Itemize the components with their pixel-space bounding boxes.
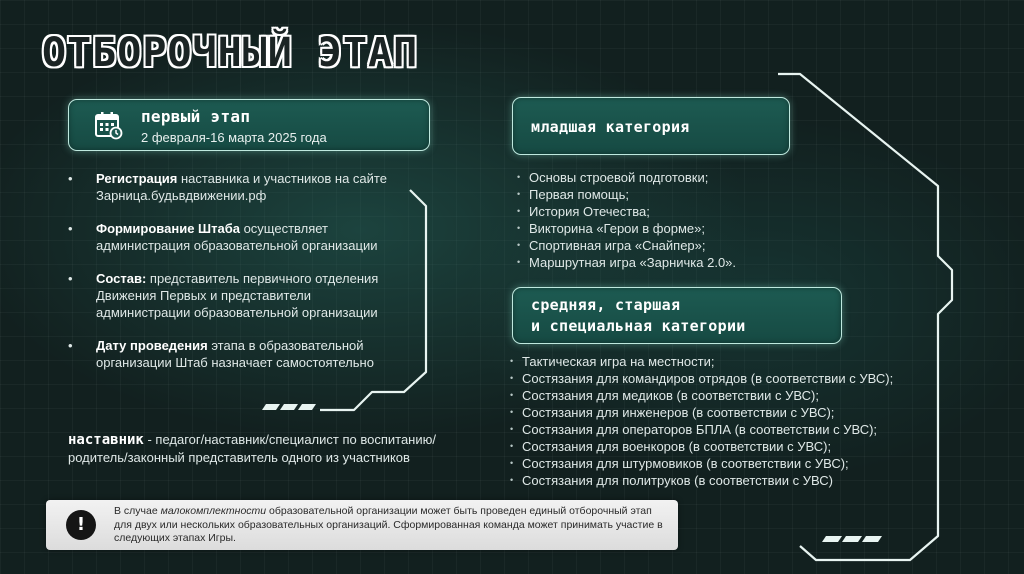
- page-title: ОТБОРОЧНЫЙ ЭТАП: [42, 30, 419, 76]
- list-item: • Состязания для инженеров (в соответствии с УВС);: [510, 404, 893, 421]
- list-item: • Состязания для военкоров (в соответствии с УВС);: [510, 438, 893, 455]
- notice-box: [46, 500, 678, 550]
- junior-category-title: младшая категория: [531, 118, 690, 136]
- list-item: • История Отечества;: [517, 203, 736, 220]
- calendar-icon: [93, 110, 123, 140]
- mentor-term: наставник: [68, 432, 144, 448]
- list-item: • Регистрация наставника и участников на сайте Зарница.будьвдвижении.рф: [68, 170, 408, 204]
- middle-category-title: средняя, старшая и специальная категории: [531, 296, 746, 335]
- list-item: • Состав: представитель первичного отделения Движения Первых и представители администрации образовательной организации: [68, 270, 408, 321]
- list-item: • Дату проведения этапа в образовательной организации Штаб назначает самостоятельно: [68, 337, 408, 371]
- list-item: • Первая помощь;: [517, 186, 736, 203]
- list-item: • Состязания для политруков (в соответствии с УВС): [510, 472, 893, 489]
- junior-category-list: [517, 169, 736, 271]
- middle-category-header: [512, 287, 842, 344]
- list-item: • Спортивная игра «Снайпер»;: [517, 237, 736, 254]
- mentor-definition: [68, 431, 488, 466]
- list-item: • Тактическая игра на местности;: [510, 353, 893, 370]
- list-item: • Состязания для командиров отрядов (в соответствии с УВС);: [510, 370, 893, 387]
- stage-title: первый этап: [141, 107, 251, 126]
- list-item: • Формирование Штаба осуществляет администрация образовательной организации: [68, 220, 408, 254]
- stage-header: [68, 99, 430, 151]
- notice-text: В случае малокомплектности образовательной организации может быть проведен единый отборочный этап для двух или нескольких образовательных организаций. Сформированная команда может принимать участие в следующих этапах Игры.: [114, 505, 663, 544]
- list-item: • Основы строевой подготовки;: [517, 169, 736, 186]
- list-item: • Состязания для операторов БПЛА (в соответствии с УВС);: [510, 421, 893, 438]
- stage-requirements-list: [68, 170, 408, 387]
- exclamation-icon: !: [66, 510, 96, 540]
- list-item: • Викторина «Герои в форме»;: [517, 220, 736, 237]
- stage-dates: 2 февраля-16 марта 2025 года: [141, 130, 327, 145]
- list-item: • Состязания для штурмовиков (в соответствии с УВС);: [510, 455, 893, 472]
- junior-category-header: [512, 97, 790, 155]
- list-item: • Состязания для медиков (в соответствии с УВС);: [510, 387, 893, 404]
- mentor-description: - педагог/наставник/специалист по воспитанию/ родитель/законный представитель одного из участников: [68, 432, 436, 465]
- list-item: • Маршрутная игра «Зарничка 2.0».: [517, 254, 736, 271]
- middle-category-list: [510, 353, 893, 489]
